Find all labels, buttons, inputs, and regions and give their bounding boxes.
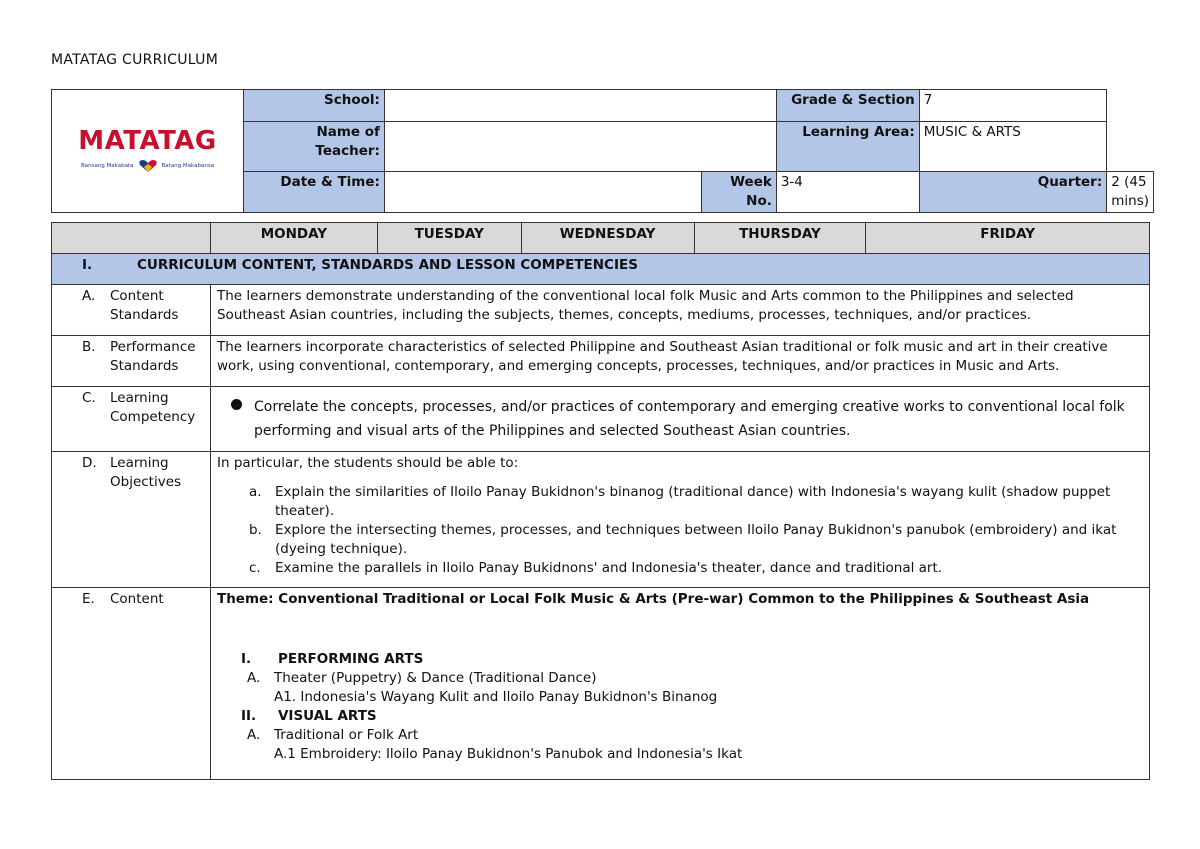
list-item: A. Traditional or Folk Art	[246, 727, 419, 743]
content-label	[52, 588, 211, 780]
grade-section-field[interactable]: 7	[919, 90, 1106, 122]
header-table	[51, 89, 1154, 213]
performance-standards-row	[52, 336, 1150, 387]
document-title: MATATAG CURRICULUM	[51, 52, 219, 68]
competency-text: Correlate the concepts, processes, and/or practices of contemporary and emerging creative works to conventional local folk performing and visual arts of the Philippines and selected Southeast Asian countries.	[253, 399, 1125, 439]
list-item: b. Explore the intersecting themes, processes, and techniques between Iloilo Panay Bukidnon's panubok (embroidery) and ikat (dyeing technique).	[248, 522, 1117, 557]
list-item: A.1 Embroidery: Iloilo Panay Bukidnon's Panubok and Indonesia's Ikat	[273, 746, 743, 762]
section-title: CURRICULUM CONTENT, STANDARDS AND LESSON COMPETENCIES	[137, 257, 638, 273]
grade-section-label: Grade & Section	[776, 90, 919, 122]
row-label: Learning Competency	[110, 390, 196, 425]
row-label: Learning Objectives	[110, 455, 182, 490]
quarter-field[interactable]: 2 (45 mins)	[1107, 172, 1154, 213]
heart-icon	[138, 159, 158, 173]
content-cell	[210, 588, 1149, 780]
row-letter: A.	[82, 288, 96, 304]
learning-objectives-label	[52, 452, 211, 588]
day-header-monday: MONDAY	[210, 223, 377, 254]
school-field[interactable]	[384, 90, 776, 122]
content-standards-row	[52, 285, 1150, 336]
lesson-plan-table	[51, 222, 1150, 780]
competency-list-item	[217, 389, 1143, 447]
list-item: A1. Indonesia's Wayang Kulit and Iloilo Panay Bukidnon's Binanog	[273, 689, 718, 705]
objectives-list	[217, 483, 1143, 578]
row-label: Content	[110, 591, 164, 607]
week-number-field[interactable]: 3-4	[776, 172, 919, 213]
performance-standards-text: The learners incorporate characteristics of selected Philippine and Southeast Asian traditional or folk music and art in their creative work, using conventional, contemporary, and emerging concepts, processes, techniques, and/or practices in Music and Arts.	[210, 336, 1149, 387]
day-header-blank	[52, 223, 211, 254]
content-theme: Theme: Conventional Traditional or Local Folk Music & Arts (Pre-war) Common to the Philippines & Southeast Asia	[216, 591, 1090, 607]
quarter-label: Quarter:	[919, 172, 1106, 213]
list-item: I. PERFORMING ARTS	[240, 651, 424, 667]
list-item: A. Theater (Puppetry) & Dance (Traditional Dance)	[246, 670, 597, 686]
logo-tagline-left: Bansang Makabata	[80, 162, 134, 169]
week-number-label: Week No.	[701, 172, 776, 213]
school-label: School:	[244, 90, 385, 122]
content-standards-label	[52, 285, 211, 336]
learning-competency-cell	[210, 387, 1149, 452]
content-row	[52, 588, 1150, 780]
teacher-name-label: Name of Teacher:	[244, 122, 385, 172]
learning-competency-label	[52, 387, 211, 452]
section-heading	[52, 254, 1150, 285]
objectives-intro: In particular, the students should be able to:	[216, 455, 519, 471]
learning-competency-row	[52, 387, 1150, 452]
date-time-label: Date & Time:	[244, 172, 385, 213]
day-header-tuesday: TUESDAY	[377, 223, 521, 254]
row-letter: E.	[82, 591, 95, 607]
day-header-wednesday: WEDNESDAY	[521, 223, 694, 254]
logo-cell	[52, 90, 244, 213]
teacher-name-field[interactable]	[384, 122, 776, 172]
learning-objectives-row	[52, 452, 1150, 588]
row-letter: C.	[82, 390, 96, 406]
bullet-icon	[231, 399, 242, 410]
matatag-logo	[52, 127, 243, 176]
row-letter: B.	[82, 339, 96, 355]
day-header-friday: FRIDAY	[866, 223, 1150, 254]
content-standards-text: The learners demonstrate understanding of the conventional local folk Music and Arts common to the Philippines and selected Southeast Asian countries, including the subjects, themes, concepts, mediums, processes, techniques, and/or practices.	[210, 285, 1149, 336]
performance-standards-label	[52, 336, 211, 387]
row-label: Content Standards	[110, 288, 179, 323]
section-number: I.	[82, 257, 93, 273]
day-header-thursday: THURSDAY	[694, 223, 866, 254]
learning-area-field[interactable]: MUSIC & ARTS	[919, 122, 1106, 172]
date-time-field[interactable]	[384, 172, 701, 213]
logo-tagline-right: Batang Makabansa	[161, 162, 215, 169]
logo-wordmark: MATATAG	[78, 125, 217, 156]
learning-objectives-cell	[210, 452, 1149, 588]
row-label: Performance Standards	[110, 339, 196, 374]
list-item: a. Explain the similarities of Iloilo Panay Bukidnon's binanog (traditional dance) with Indonesia's wayang kulit (shadow puppet theater).	[248, 484, 1111, 519]
list-item: c. Examine the parallels in Iloilo Panay Bukidnons' and Indonesia's theater, dance and traditional art.	[248, 560, 943, 576]
row-letter: D.	[82, 455, 97, 471]
content-outline	[217, 650, 1143, 764]
list-item: II. VISUAL ARTS	[240, 708, 377, 724]
learning-area-label: Learning Area:	[776, 122, 919, 172]
